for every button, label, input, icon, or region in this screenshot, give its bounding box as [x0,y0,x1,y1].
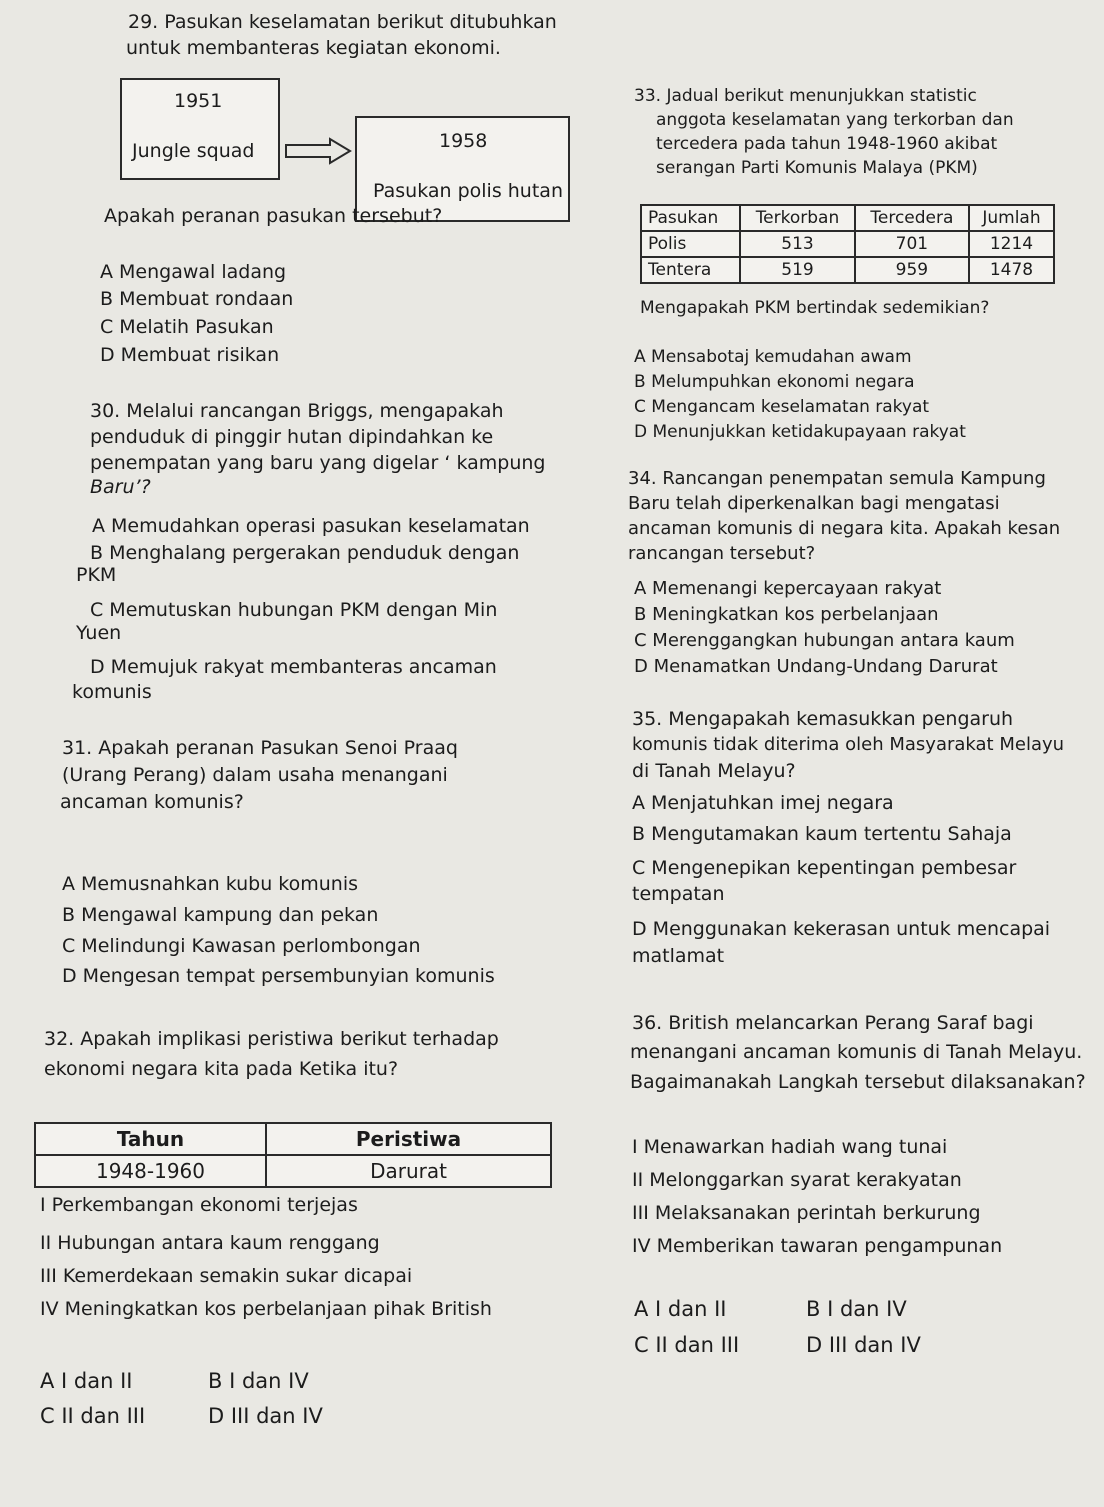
q32-line2: ekonomi negara kita pada Ketika itu? [44,1058,399,1080]
q33-header-tercedera: Tercedera [855,205,969,231]
q31-option-b[interactable]: B Mengawal kampung dan pekan [62,904,379,926]
q32-statement-1: I Perkembangan ekonomi terjejas [40,1194,358,1216]
q36-statement-3: III Melaksanakan perintah berkurung [632,1202,981,1224]
q33-option-a[interactable]: A Mensabotaj kemudahan awam [634,347,912,367]
q33-cell: 701 [855,231,969,257]
q35-option-c[interactable]: C Mengenepikan kepentingan pembesar [632,857,1017,879]
q36-statement-2: II Melonggarkan syarat kerakyatan [632,1169,962,1191]
q34-line2: Baru telah diperkenalkan bagi mengatasi [628,493,1000,514]
q33-option-d[interactable]: D Menunjukkan ketidakupayaan rakyat [634,422,966,442]
q32-cell-tahun: 1948-1960 [35,1155,266,1187]
q33-line2: anggota keselamatan yang terkorban dan [656,110,1014,130]
q36-statement-1: I Menawarkan hadiah wang tunai [632,1136,948,1158]
q36-answer-a[interactable]: A I dan II [634,1297,727,1321]
q36-line2: menangani ancaman komunis di Tanah Melayu. [630,1041,1083,1063]
q32-header-peristiwa: Peristiwa [266,1123,551,1155]
q33-question: Mengapakah PKM bertindak sedemikian? [640,298,990,318]
q33-cell: 1214 [969,231,1054,257]
table-row [641,231,1054,257]
q31-line1: 31. Apakah peranan Pasukan Senoi Praaq [62,737,458,759]
q31-option-a[interactable]: A Memusnahkan kubu komunis [62,873,359,895]
q30-option-b-cont: PKM [76,564,117,586]
q31-option-c[interactable]: C Melindungi Kawasan perlombongan [62,935,421,957]
q32-statement-4: IV Meningkatkan kos perbelanjaan pihak British [40,1298,492,1320]
q33-cell: 959 [855,257,969,283]
q29-option-d[interactable]: D Membuat risikan [100,344,280,366]
q30-line1: 30. Melalui rancangan Briggs, mengapakah [90,400,504,422]
q30-option-d-cont: komunis [72,681,152,703]
q35-option-c-cont: tempatan [632,883,725,905]
q33-cell: 513 [740,231,855,257]
q29-box1-year: 1951 [174,90,223,112]
q36-statement-4: IV Memberikan tawaran pengampunan [632,1235,1003,1257]
q32-answer-b[interactable]: B I dan IV [208,1369,309,1393]
q29-line1: 29. Pasukan keselamatan berikut ditubuhkan [128,11,557,33]
q29-box-1951 [120,78,280,180]
q35-line2: komunis tidak diterima oleh Masyarakat Melayu [632,734,1065,755]
q33-line3: tercedera pada tahun 1948-1960 akibat [656,134,998,154]
q36-line1: 36. British melancarkan Perang Saraf bagi [632,1012,1034,1034]
q29-box2-year: 1958 [439,130,488,152]
q29-line2: untuk membanteras kegiatan ekonomi. [126,37,501,59]
table-header-row [35,1123,551,1155]
q36-answer-b[interactable]: B I dan IV [806,1297,907,1321]
q30-line4: Baru’? [90,476,151,498]
q29-question: Apakah peranan pasukan tersebut? [104,205,443,227]
q32-table [34,1122,552,1188]
q32-answer-c[interactable]: C II dan III [40,1404,146,1428]
q34-line1: 34. Rancangan penempatan semula Kampung [628,468,1046,489]
q30-option-d[interactable]: D Memujuk rakyat membanteras ancaman [90,656,497,678]
q33-option-b[interactable]: B Melumpuhkan ekonomi negara [634,372,915,392]
q34-line4: rancangan tersebut? [628,543,816,564]
q34-option-c[interactable]: C Merenggangkan hubungan antara kaum [634,630,1015,651]
table-row [35,1155,551,1187]
q36-answer-c[interactable]: C II dan III [634,1333,740,1357]
q34-option-b[interactable]: B Meningkatkan kos perbelanjaan [634,604,939,625]
q30-option-c[interactable]: C Memutuskan hubungan PKM dengan Min [90,599,498,621]
table-header-row [641,205,1054,231]
q32-statement-2: II Hubungan antara kaum renggang [40,1232,380,1254]
q30-option-b[interactable]: B Menghalang pergerakan penduduk dengan [90,542,520,564]
q33-cell: Tentera [641,257,740,283]
q33-cell: Polis [641,231,740,257]
q35-option-d-cont: matlamat [632,945,725,967]
q36-answer-d[interactable]: D III dan IV [806,1333,921,1357]
q33-cell: 519 [740,257,855,283]
q34-option-a[interactable]: A Memenangi kepercayaan rakyat [634,578,942,599]
q33-cell: 1478 [969,257,1054,283]
q32-answer-d[interactable]: D III dan IV [208,1404,323,1428]
q32-header-tahun: Tahun [35,1123,266,1155]
q33-line4: serangan Parti Komunis Malaya (PKM) [656,158,978,178]
q35-option-a[interactable]: A Menjatuhkan imej negara [632,792,894,814]
q29-box1-name: Jungle squad [132,140,255,162]
q29-option-c[interactable]: C Melatih Pasukan [100,316,274,338]
q32-line1: 32. Apakah implikasi peristiwa berikut terhadap [44,1028,499,1050]
table-row [641,257,1054,283]
q33-option-c[interactable]: C Mengancam keselamatan rakyat [634,397,930,417]
q34-option-d[interactable]: D Menamatkan Undang-Undang Darurat [634,656,998,677]
q30-option-c-cont: Yuen [76,622,122,644]
q31-line3: ancaman komunis? [60,791,244,813]
q34-line3: ancaman komunis di negara kita. Apakah kesan [628,518,1061,539]
q30-line3: penempatan yang baru yang digelar ‘ kampung [90,452,546,474]
arrow-right-icon [284,136,354,166]
q35-option-b[interactable]: B Mengutamakan kaum tertentu Sahaja [632,823,1012,845]
q32-statement-3: III Kemerdekaan semakin sukar dicapai [40,1265,413,1287]
q35-line1: 35. Mengapakah kemasukkan pengaruh [632,708,1014,730]
q31-line2: (Urang Perang) dalam usaha menangani [62,764,448,786]
q29-box2-name: Pasukan polis hutan [373,180,563,202]
q29-option-b[interactable]: B Membuat rondaan [100,288,294,310]
q33-header-terkorban: Terkorban [740,205,855,231]
q30-line2: penduduk di pinggir hutan dipindahkan ke [90,426,494,448]
q31-option-d[interactable]: D Mengesan tempat persembunyian komunis [62,965,495,987]
q35-option-d[interactable]: D Menggunakan kekerasan untuk mencapai [632,918,1051,940]
q30-option-a[interactable]: A Memudahkan operasi pasukan keselamatan [92,515,530,537]
q29-option-a[interactable]: A Mengawal ladang [100,261,287,283]
q36-line3: Bagaimanakah Langkah tersebut dilaksanakan? [630,1071,1086,1093]
q33-line1: 33. Jadual berikut menunjukkan statistic [634,86,977,106]
q32-answer-a[interactable]: A I dan II [40,1369,133,1393]
q33-table [640,204,1055,284]
q33-header-jumlah: Jumlah [969,205,1054,231]
q33-header-pasukan: Pasukan [641,205,740,231]
q32-cell-peristiwa: Darurat [266,1155,551,1187]
q35-line3: di Tanah Melayu? [632,760,796,782]
